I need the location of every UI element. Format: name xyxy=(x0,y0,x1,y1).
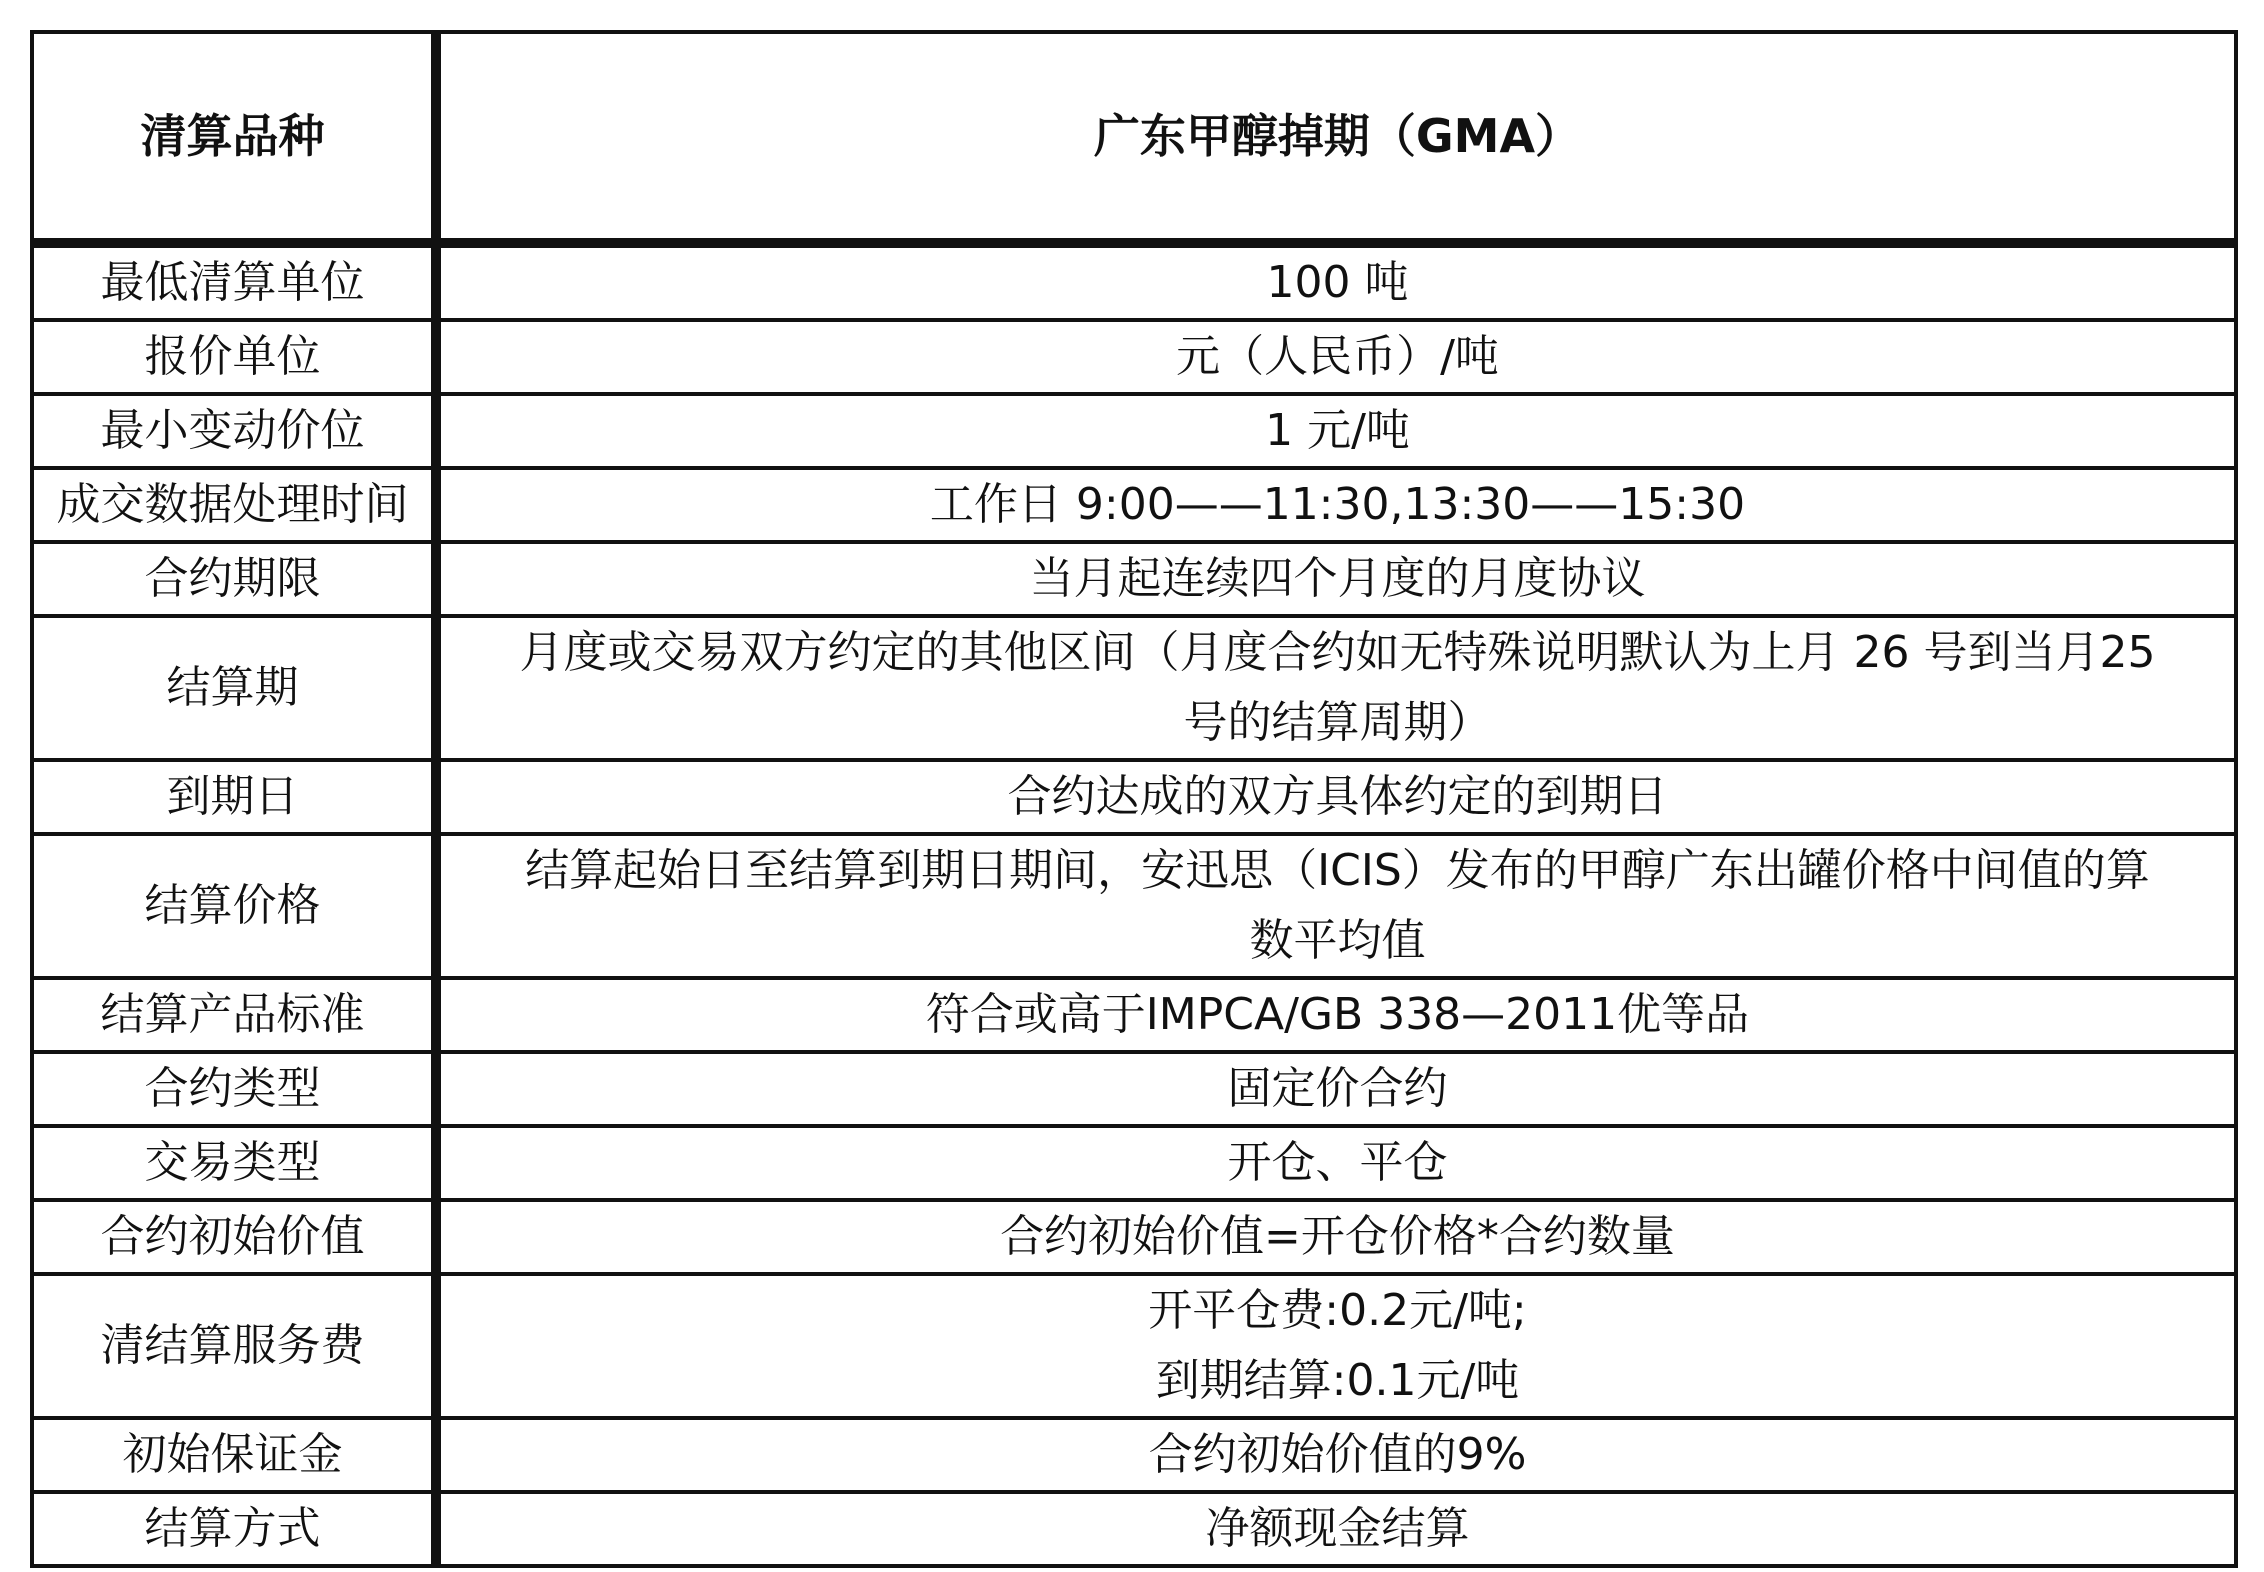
row-value-cell xyxy=(436,243,2236,320)
row-value-cell xyxy=(436,834,2236,978)
row-label-cell: 合约期限 xyxy=(32,542,436,616)
row-value-cell xyxy=(436,320,2236,394)
row-label-cell: 合约类型 xyxy=(32,1052,436,1126)
row-label-cell: 清结算服务费 xyxy=(32,1274,436,1418)
row-value-cell xyxy=(436,978,2236,1052)
table-row xyxy=(32,760,2236,834)
row-value-line: 1 元/吨 xyxy=(1265,405,1410,456)
row-value-cell xyxy=(436,1126,2236,1200)
row-label-cell: 结算方式 xyxy=(32,1492,436,1566)
row-value-line: 100 吨 xyxy=(1266,257,1409,308)
table-row xyxy=(32,394,2236,468)
table-row xyxy=(32,243,2236,320)
row-value-line: 合约初始价值=开仓价格*合约数量 xyxy=(1000,1211,1675,1262)
row-value-line: 合约达成的双方具体约定的到期日 xyxy=(1007,771,1668,822)
row-value-line: 开仓、平仓 xyxy=(1227,1137,1448,1188)
row-value-line: 号的结算周期） xyxy=(1183,697,1492,748)
table-row xyxy=(32,320,2236,394)
row-value-cell xyxy=(436,542,2236,616)
row-value-line: 月度或交易双方约定的其他区间（月度合约如无特殊说明默认为上月 26 号到当月25 xyxy=(519,627,2156,678)
row-value-line: 固定价合约 xyxy=(1227,1063,1448,1114)
row-label-cell: 合约初始价值 xyxy=(32,1200,436,1274)
row-label-cell: 最低清算单位 xyxy=(32,243,436,320)
header-value-cell: 广东甲醇掉期（GMA） xyxy=(436,32,2236,243)
row-value-cell xyxy=(436,1492,2236,1566)
row-value-line: 数平均值 xyxy=(1249,915,1426,966)
table-row xyxy=(32,978,2236,1052)
row-label-cell: 结算产品标准 xyxy=(32,978,436,1052)
table-body xyxy=(32,32,2236,1566)
row-value-cell xyxy=(436,616,2236,760)
row-value-cell xyxy=(436,760,2236,834)
row-value-line: 到期结算:0.1元/吨 xyxy=(1155,1355,1520,1406)
row-value-line: 开平仓费:0.2元/吨; xyxy=(1148,1285,1527,1336)
table-header-row xyxy=(32,32,2236,243)
row-value-line: 合约初始价值的9% xyxy=(1148,1429,1527,1480)
row-label-cell: 结算期 xyxy=(32,616,436,760)
row-label-cell: 交易类型 xyxy=(32,1126,436,1200)
header-label-cell: 清算品种 xyxy=(32,32,436,243)
table-row xyxy=(32,1274,2236,1418)
row-value-cell xyxy=(436,1274,2236,1418)
table-row xyxy=(32,1052,2236,1126)
row-value-line: 工作日 9:00——11:30,13:30——15:30 xyxy=(929,479,1746,530)
table-row xyxy=(32,542,2236,616)
row-value-cell xyxy=(436,1052,2236,1126)
row-value-line: 符合或高于IMPCA/GB 338—2011优等品 xyxy=(925,989,1750,1040)
row-value-line: 元（人民币）/吨 xyxy=(1176,331,1499,382)
row-label-cell: 成交数据处理时间 xyxy=(32,468,436,542)
row-label-cell: 最小变动价位 xyxy=(32,394,436,468)
row-value-cell xyxy=(436,1418,2236,1492)
contract-spec-table xyxy=(30,30,2238,1568)
row-value-cell xyxy=(436,394,2236,468)
table-row xyxy=(32,468,2236,542)
row-label-cell: 到期日 xyxy=(32,760,436,834)
table-row xyxy=(32,1492,2236,1566)
row-label-cell: 报价单位 xyxy=(32,320,436,394)
table-row xyxy=(32,834,2236,978)
row-value-cell xyxy=(436,468,2236,542)
row-value-line: 当月起连续四个月度的月度协议 xyxy=(1029,553,1646,604)
table-row xyxy=(32,1126,2236,1200)
row-label-cell: 初始保证金 xyxy=(32,1418,436,1492)
row-label-cell: 结算价格 xyxy=(32,834,436,978)
row-value-line: 净额现金结算 xyxy=(1205,1503,1470,1554)
table-row xyxy=(32,1418,2236,1492)
row-value-line: 结算起始日至结算到期日期间，安迅思（ICIS）发布的甲醇广东出罐价格中间值的算 xyxy=(525,845,2150,896)
table-row xyxy=(32,1200,2236,1274)
row-value-cell xyxy=(436,1200,2236,1274)
table-row xyxy=(32,616,2236,760)
